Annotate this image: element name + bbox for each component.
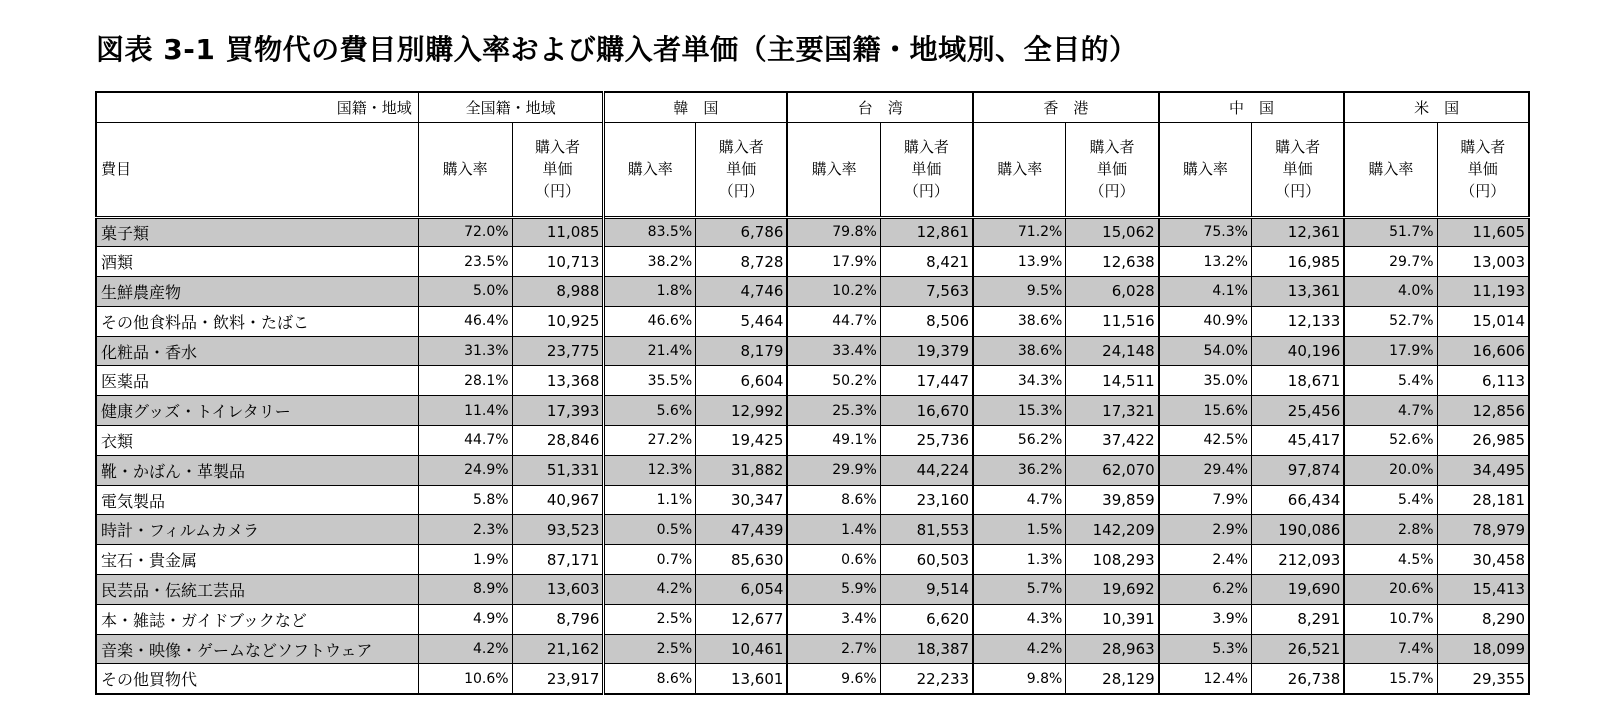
unit-price-cell-china: 212,093 — [1251, 545, 1344, 575]
unit-price-cell-china: 19,690 — [1251, 575, 1344, 605]
unit-price-cell-usa: 18,099 — [1437, 634, 1529, 664]
unit-price-cell-taiwan: 17,447 — [880, 366, 973, 396]
unit-price-cell-taiwan: 19,379 — [880, 336, 973, 366]
unit-price-cell-korea: 47,439 — [696, 515, 788, 545]
unit-price-cell-china: 26,521 — [1251, 634, 1344, 664]
unit-price-cell-korea: 30,347 — [696, 485, 788, 515]
unit-price-header-usa — [1437, 122, 1529, 217]
rate-cell-taiwan: 17.9% — [787, 247, 880, 277]
unit-price-cell-all: 23,917 — [512, 664, 604, 694]
region-header-all: 全国籍・地域 — [418, 92, 604, 122]
unit-price-cell-korea: 6,786 — [696, 217, 788, 247]
unit-price-cell-hongkong: 12,638 — [1066, 247, 1159, 277]
rate-header-all: 購入率 — [418, 122, 512, 217]
unit-price-cell-usa: 11,605 — [1437, 217, 1529, 247]
rate-cell-korea: 46.6% — [604, 306, 696, 336]
unit-price-cell-korea: 31,882 — [696, 455, 788, 485]
category-cell: 生鮮農産物 — [96, 277, 418, 307]
rate-cell-korea: 5.6% — [604, 396, 696, 426]
rate-cell-usa: 5.4% — [1344, 366, 1437, 396]
rate-cell-taiwan: 3.4% — [787, 604, 880, 634]
table-row — [96, 634, 1529, 664]
rate-cell-taiwan: 33.4% — [787, 336, 880, 366]
rate-cell-korea: 4.2% — [604, 575, 696, 605]
category-cell: 衣類 — [96, 426, 418, 456]
category-cell: 菓子類 — [96, 217, 418, 247]
rate-cell-china: 2.4% — [1159, 545, 1252, 575]
category-cell: 音楽・映像・ゲームなどソフトウェア — [96, 634, 418, 664]
unit-price-header-line: 単価 — [1282, 160, 1313, 178]
rate-cell-taiwan: 44.7% — [787, 306, 880, 336]
table-row — [96, 247, 1529, 277]
rate-cell-china: 2.9% — [1159, 515, 1252, 545]
unit-price-header-line: 購入者 — [1460, 138, 1506, 156]
rate-cell-usa: 20.6% — [1344, 575, 1437, 605]
unit-price-header-line: （円） — [1460, 182, 1506, 200]
category-cell: 民芸品・伝統工芸品 — [96, 575, 418, 605]
rate-cell-china: 4.1% — [1159, 277, 1252, 307]
rate-cell-korea: 38.2% — [604, 247, 696, 277]
rate-cell-usa: 52.6% — [1344, 426, 1437, 456]
unit-price-cell-china: 13,361 — [1251, 277, 1344, 307]
rate-cell-korea: 12.3% — [604, 455, 696, 485]
rate-cell-taiwan: 1.4% — [787, 515, 880, 545]
unit-price-cell-hongkong: 39,859 — [1066, 485, 1159, 515]
rate-cell-korea: 2.5% — [604, 634, 696, 664]
unit-price-cell-taiwan: 12,861 — [880, 217, 973, 247]
table-row — [96, 455, 1529, 485]
unit-price-cell-korea: 6,604 — [696, 366, 788, 396]
unit-price-cell-korea: 13,601 — [696, 664, 788, 694]
unit-price-cell-korea: 5,464 — [696, 306, 788, 336]
category-cell: 宝石・貴金属 — [96, 545, 418, 575]
rate-cell-all: 28.1% — [418, 366, 512, 396]
unit-price-cell-korea: 6,054 — [696, 575, 788, 605]
unit-price-cell-china: 25,456 — [1251, 396, 1344, 426]
purchase-table — [95, 91, 1530, 695]
rate-cell-hongkong: 38.6% — [973, 336, 1066, 366]
rate-cell-taiwan: 2.7% — [787, 634, 880, 664]
rate-cell-all: 10.6% — [418, 664, 512, 694]
unit-price-cell-taiwan: 6,620 — [880, 604, 973, 634]
rate-cell-china: 54.0% — [1159, 336, 1252, 366]
unit-price-cell-taiwan: 81,553 — [880, 515, 973, 545]
unit-price-header-line: （円） — [1275, 182, 1321, 200]
rate-cell-usa: 10.7% — [1344, 604, 1437, 634]
rate-cell-all: 4.2% — [418, 634, 512, 664]
rate-cell-all: 2.3% — [418, 515, 512, 545]
unit-price-cell-korea: 8,728 — [696, 247, 788, 277]
table-row — [96, 604, 1529, 634]
rate-header-korea: 購入率 — [604, 122, 696, 217]
unit-price-cell-hongkong: 17,321 — [1066, 396, 1159, 426]
rate-cell-korea: 8.6% — [604, 664, 696, 694]
rate-cell-china: 6.2% — [1159, 575, 1252, 605]
unit-price-cell-all: 51,331 — [512, 455, 604, 485]
rate-cell-all: 8.9% — [418, 575, 512, 605]
unit-price-cell-hongkong: 15,062 — [1066, 217, 1159, 247]
category-cell: その他食料品・飲料・たばこ — [96, 306, 418, 336]
rate-cell-taiwan: 79.8% — [787, 217, 880, 247]
rate-cell-all: 72.0% — [418, 217, 512, 247]
unit-price-header-all — [512, 122, 604, 217]
rate-cell-usa: 7.4% — [1344, 634, 1437, 664]
category-label: 費目 — [96, 122, 418, 217]
unit-price-cell-taiwan: 18,387 — [880, 634, 973, 664]
unit-price-cell-usa: 78,979 — [1437, 515, 1529, 545]
unit-price-cell-korea: 85,630 — [696, 545, 788, 575]
rate-cell-china: 42.5% — [1159, 426, 1252, 456]
unit-price-cell-all: 93,523 — [512, 515, 604, 545]
table-row — [96, 217, 1529, 247]
category-cell: 本・雑誌・ガイドブックなど — [96, 604, 418, 634]
unit-price-cell-korea: 10,461 — [696, 634, 788, 664]
table-row — [96, 306, 1529, 336]
unit-price-cell-hongkong: 28,129 — [1066, 664, 1159, 694]
unit-price-cell-hongkong: 24,148 — [1066, 336, 1159, 366]
unit-price-cell-all: 23,775 — [512, 336, 604, 366]
region-header-row — [96, 92, 1529, 122]
unit-price-cell-korea: 12,992 — [696, 396, 788, 426]
unit-price-cell-usa: 15,014 — [1437, 306, 1529, 336]
unit-price-cell-all: 21,162 — [512, 634, 604, 664]
unit-price-header-line: （円） — [718, 182, 764, 200]
unit-price-cell-all: 13,603 — [512, 575, 604, 605]
unit-price-cell-taiwan: 44,224 — [880, 455, 973, 485]
unit-price-cell-usa: 11,193 — [1437, 277, 1529, 307]
rate-cell-taiwan: 5.9% — [787, 575, 880, 605]
rate-cell-korea: 2.5% — [604, 604, 696, 634]
unit-price-cell-korea: 19,425 — [696, 426, 788, 456]
rate-cell-china: 7.9% — [1159, 485, 1252, 515]
rate-cell-hongkong: 34.3% — [973, 366, 1066, 396]
rate-cell-china: 35.0% — [1159, 366, 1252, 396]
table-row — [96, 426, 1529, 456]
rate-cell-hongkong: 56.2% — [973, 426, 1066, 456]
table-row — [96, 575, 1529, 605]
rate-cell-korea: 35.5% — [604, 366, 696, 396]
unit-price-cell-hongkong: 37,422 — [1066, 426, 1159, 456]
unit-price-cell-usa: 8,290 — [1437, 604, 1529, 634]
rate-cell-china: 3.9% — [1159, 604, 1252, 634]
rate-cell-hongkong: 38.6% — [973, 306, 1066, 336]
rate-cell-all: 31.3% — [418, 336, 512, 366]
rate-cell-korea: 83.5% — [604, 217, 696, 247]
rate-cell-hongkong: 36.2% — [973, 455, 1066, 485]
rate-cell-hongkong: 71.2% — [973, 217, 1066, 247]
rate-cell-usa: 4.7% — [1344, 396, 1437, 426]
category-cell: 健康グッズ・トイレタリー — [96, 396, 418, 426]
region-header-hongkong: 香 港 — [973, 92, 1159, 122]
unit-price-cell-china: 40,196 — [1251, 336, 1344, 366]
unit-price-cell-usa: 16,606 — [1437, 336, 1529, 366]
rate-cell-usa: 52.7% — [1344, 306, 1437, 336]
unit-price-header-line: （円） — [534, 182, 580, 200]
rate-cell-korea: 1.1% — [604, 485, 696, 515]
unit-price-cell-usa: 12,856 — [1437, 396, 1529, 426]
unit-price-cell-china: 190,086 — [1251, 515, 1344, 545]
rate-cell-china: 75.3% — [1159, 217, 1252, 247]
unit-price-cell-hongkong: 108,293 — [1066, 545, 1159, 575]
rate-header-hongkong: 購入率 — [973, 122, 1066, 217]
unit-price-cell-china: 97,874 — [1251, 455, 1344, 485]
unit-price-cell-usa: 6,113 — [1437, 366, 1529, 396]
table-row — [96, 485, 1529, 515]
rate-cell-hongkong: 9.5% — [973, 277, 1066, 307]
rate-cell-taiwan: 10.2% — [787, 277, 880, 307]
unit-price-cell-usa: 28,181 — [1437, 485, 1529, 515]
unit-price-cell-taiwan: 22,233 — [880, 664, 973, 694]
rate-cell-china: 12.4% — [1159, 664, 1252, 694]
rate-cell-korea: 1.8% — [604, 277, 696, 307]
unit-price-header-line: 購入者 — [1089, 138, 1135, 156]
rate-cell-all: 4.9% — [418, 604, 512, 634]
unit-price-header-china — [1251, 122, 1344, 217]
category-cell: 医薬品 — [96, 366, 418, 396]
table-body — [96, 217, 1529, 694]
unit-price-header-line: 購入者 — [903, 138, 949, 156]
rate-cell-hongkong: 4.7% — [973, 485, 1066, 515]
rate-cell-all: 5.0% — [418, 277, 512, 307]
rate-cell-korea: 0.5% — [604, 515, 696, 545]
unit-price-cell-all: 10,713 — [512, 247, 604, 277]
rate-cell-usa: 4.0% — [1344, 277, 1437, 307]
region-header-korea: 韓 国 — [604, 92, 788, 122]
rate-cell-hongkong: 4.2% — [973, 634, 1066, 664]
rate-cell-taiwan: 25.3% — [787, 396, 880, 426]
unit-price-header-hongkong — [1066, 122, 1159, 217]
unit-price-cell-usa: 34,495 — [1437, 455, 1529, 485]
unit-price-cell-china: 26,738 — [1251, 664, 1344, 694]
rate-cell-hongkong: 1.5% — [973, 515, 1066, 545]
unit-price-cell-all: 8,988 — [512, 277, 604, 307]
rate-cell-hongkong: 4.3% — [973, 604, 1066, 634]
unit-price-cell-hongkong: 11,516 — [1066, 306, 1159, 336]
rate-cell-taiwan: 50.2% — [787, 366, 880, 396]
rate-cell-taiwan: 29.9% — [787, 455, 880, 485]
unit-price-cell-taiwan: 25,736 — [880, 426, 973, 456]
unit-price-header-line: 単価 — [1467, 160, 1498, 178]
unit-price-cell-taiwan: 8,506 — [880, 306, 973, 336]
unit-price-cell-all: 87,171 — [512, 545, 604, 575]
unit-price-header-taiwan — [880, 122, 973, 217]
rate-cell-all: 44.7% — [418, 426, 512, 456]
unit-price-cell-china: 18,671 — [1251, 366, 1344, 396]
unit-price-cell-hongkong: 6,028 — [1066, 277, 1159, 307]
unit-price-cell-china: 8,291 — [1251, 604, 1344, 634]
unit-price-cell-taiwan: 23,160 — [880, 485, 973, 515]
unit-price-cell-china: 45,417 — [1251, 426, 1344, 456]
unit-price-cell-usa: 15,413 — [1437, 575, 1529, 605]
unit-price-cell-usa: 26,985 — [1437, 426, 1529, 456]
rate-cell-hongkong: 9.8% — [973, 664, 1066, 694]
rate-cell-usa: 17.9% — [1344, 336, 1437, 366]
rate-cell-taiwan: 49.1% — [787, 426, 880, 456]
rate-cell-china: 13.2% — [1159, 247, 1252, 277]
table-row — [96, 664, 1529, 694]
unit-price-cell-all: 8,796 — [512, 604, 604, 634]
unit-price-cell-usa: 29,355 — [1437, 664, 1529, 694]
category-cell: その他買物代 — [96, 664, 418, 694]
unit-price-header-line: 単価 — [1097, 160, 1128, 178]
table-row — [96, 545, 1529, 575]
rate-cell-usa: 15.7% — [1344, 664, 1437, 694]
rate-cell-korea: 0.7% — [604, 545, 696, 575]
rate-cell-china: 15.6% — [1159, 396, 1252, 426]
unit-price-header-line: 単価 — [542, 160, 573, 178]
table-row — [96, 277, 1529, 307]
unit-price-cell-hongkong: 28,963 — [1066, 634, 1159, 664]
column-header-row — [96, 122, 1529, 217]
rate-cell-usa: 20.0% — [1344, 455, 1437, 485]
unit-price-cell-china: 16,985 — [1251, 247, 1344, 277]
unit-price-cell-all: 17,393 — [512, 396, 604, 426]
rate-cell-korea: 21.4% — [604, 336, 696, 366]
rate-cell-china: 40.9% — [1159, 306, 1252, 336]
rate-cell-hongkong: 15.3% — [973, 396, 1066, 426]
unit-price-header-line: 購入者 — [534, 138, 580, 156]
unit-price-cell-korea: 8,179 — [696, 336, 788, 366]
category-cell: 酒類 — [96, 247, 418, 277]
unit-price-cell-china: 66,434 — [1251, 485, 1344, 515]
rate-cell-taiwan: 8.6% — [787, 485, 880, 515]
unit-price-cell-taiwan: 9,514 — [880, 575, 973, 605]
rate-cell-all: 5.8% — [418, 485, 512, 515]
unit-price-cell-taiwan: 16,670 — [880, 396, 973, 426]
unit-price-header-line: 購入者 — [718, 138, 764, 156]
table-row — [96, 515, 1529, 545]
unit-price-cell-china: 12,361 — [1251, 217, 1344, 247]
rate-cell-usa: 2.8% — [1344, 515, 1437, 545]
unit-price-cell-usa: 13,003 — [1437, 247, 1529, 277]
rate-cell-korea: 27.2% — [604, 426, 696, 456]
category-cell: 化粧品・香水 — [96, 336, 418, 366]
rate-cell-china: 29.4% — [1159, 455, 1252, 485]
rate-cell-hongkong: 5.7% — [973, 575, 1066, 605]
unit-price-cell-hongkong: 10,391 — [1066, 604, 1159, 634]
rate-header-china: 購入率 — [1159, 122, 1252, 217]
region-header-china: 中 国 — [1159, 92, 1345, 122]
unit-price-cell-korea: 12,677 — [696, 604, 788, 634]
unit-price-cell-all: 40,967 — [512, 485, 604, 515]
rate-cell-hongkong: 1.3% — [973, 545, 1066, 575]
rate-cell-usa: 29.7% — [1344, 247, 1437, 277]
unit-price-cell-hongkong: 14,511 — [1066, 366, 1159, 396]
unit-price-cell-hongkong: 19,692 — [1066, 575, 1159, 605]
page-title: 図表 3-1 買物代の費目別購入率および購入者単価（主要国籍・地域別、全目的） — [96, 33, 1138, 66]
unit-price-header-korea — [696, 122, 788, 217]
unit-price-cell-korea: 4,746 — [696, 277, 788, 307]
unit-price-cell-all: 28,846 — [512, 426, 604, 456]
unit-price-header-line: （円） — [903, 182, 949, 200]
unit-price-header-line: （円） — [1089, 182, 1135, 200]
rate-cell-taiwan: 9.6% — [787, 664, 880, 694]
category-cell: 時計・フィルムカメラ — [96, 515, 418, 545]
unit-price-cell-all: 10,925 — [512, 306, 604, 336]
unit-price-cell-china: 12,133 — [1251, 306, 1344, 336]
rate-header-usa: 購入率 — [1344, 122, 1437, 217]
rate-cell-usa: 51.7% — [1344, 217, 1437, 247]
unit-price-cell-taiwan: 8,421 — [880, 247, 973, 277]
unit-price-cell-usa: 30,458 — [1437, 545, 1529, 575]
unit-price-cell-all: 13,368 — [512, 366, 604, 396]
rate-cell-all: 11.4% — [418, 396, 512, 426]
category-cell: 電気製品 — [96, 485, 418, 515]
unit-price-cell-all: 11,085 — [512, 217, 604, 247]
rate-cell-taiwan: 0.6% — [787, 545, 880, 575]
rate-cell-all: 46.4% — [418, 306, 512, 336]
unit-price-cell-taiwan: 7,563 — [880, 277, 973, 307]
table-row — [96, 396, 1529, 426]
unit-price-cell-taiwan: 60,503 — [880, 545, 973, 575]
rate-cell-usa: 5.4% — [1344, 485, 1437, 515]
unit-price-header-line: 購入者 — [1275, 138, 1321, 156]
unit-price-cell-hongkong: 142,209 — [1066, 515, 1159, 545]
region-header-taiwan: 台 湾 — [787, 92, 973, 122]
unit-price-header-line: 単価 — [911, 160, 942, 178]
unit-price-cell-hongkong: 62,070 — [1066, 455, 1159, 485]
region-header-usa: 米 国 — [1344, 92, 1529, 122]
rate-cell-all: 23.5% — [418, 247, 512, 277]
region-label: 国籍・地域 — [96, 92, 418, 122]
rate-header-taiwan: 購入率 — [787, 122, 880, 217]
category-cell: 靴・かばん・革製品 — [96, 455, 418, 485]
rate-cell-china: 5.3% — [1159, 634, 1252, 664]
table-row — [96, 336, 1529, 366]
rate-cell-hongkong: 13.9% — [973, 247, 1066, 277]
table-row — [96, 366, 1529, 396]
rate-cell-usa: 4.5% — [1344, 545, 1437, 575]
unit-price-header-line: 単価 — [726, 160, 757, 178]
rate-cell-all: 1.9% — [418, 545, 512, 575]
rate-cell-all: 24.9% — [418, 455, 512, 485]
